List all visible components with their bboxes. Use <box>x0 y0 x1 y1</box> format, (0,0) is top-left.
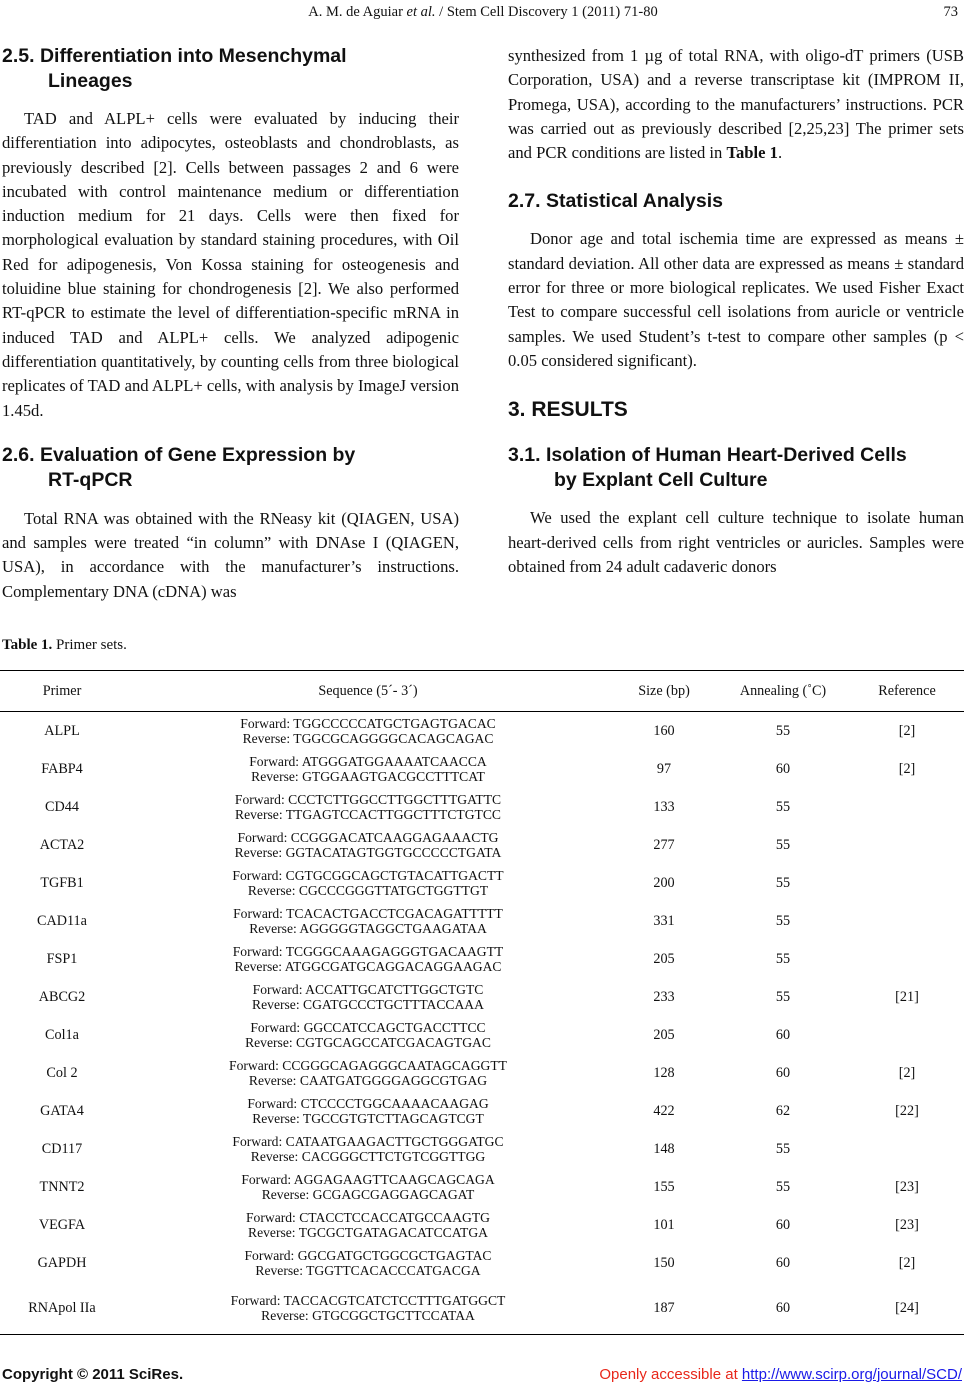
primer-cell: RNApol IIa <box>0 1282 124 1335</box>
page-footer <box>0 1364 966 1386</box>
section-2-6-continued <box>508 44 964 165</box>
forward-primer: Forward: CATAATGAAGACTTGCTGGGATGC <box>232 1133 504 1149</box>
forward-primer: Forward: AGGAGAAGTTCAAGCAGCAGA <box>241 1171 495 1187</box>
reference-cell: [24] <box>850 1282 964 1335</box>
primer-cell: CD117 <box>41 1141 83 1157</box>
annealing-cell: 60 <box>775 761 791 777</box>
citation-et-al: et al. <box>406 4 436 20</box>
sequence-cell <box>124 1206 612 1244</box>
annealing-cell: 55 <box>775 875 791 891</box>
sequence-cell <box>124 1282 612 1335</box>
table-row <box>0 1282 964 1335</box>
reference-cell: [2] <box>898 1255 916 1271</box>
header-reference: Reference <box>850 671 964 712</box>
reverse-primer: Reverse: TGCGCTGATAGACATCCATGA <box>248 1225 488 1240</box>
forward-primer: Forward: CTACCTCCACCATGCCAAGTG <box>246 1209 490 1225</box>
size-cell: 133 <box>653 799 675 815</box>
reverse-primer: Reverse: ATGGCGATGCAGGACAGGAAGAC <box>234 959 502 974</box>
forward-primer: Forward: CCCTCTTGGCCTTGGCTTTGATTC <box>234 791 502 807</box>
reference-cell: [21] <box>895 989 919 1005</box>
table-row <box>0 940 964 978</box>
forward-primer: Forward: GGCCATCCAGCTGACCTTCC <box>250 1019 486 1035</box>
header-size: Size (bp) <box>612 671 716 712</box>
sequence-cell <box>124 902 612 940</box>
reference-cell <box>850 1130 964 1168</box>
reverse-primer: Reverse: TGGCGCAGGGGCACAGCAGAC <box>242 731 494 746</box>
reverse-primer: Reverse: GTGGAAGTGACGCCTTTCAT <box>251 769 485 784</box>
table-row <box>0 1244 964 1282</box>
annealing-cell: 60 <box>775 1217 791 1233</box>
primer-cell: FABP4 <box>41 761 83 777</box>
reference-cell: [23] <box>895 1179 919 1195</box>
annealing-cell: 55 <box>775 799 791 815</box>
header-primer: Primer <box>0 671 124 712</box>
reference-cell <box>850 902 964 940</box>
primer-cell: GATA4 <box>40 1103 84 1119</box>
table-row <box>0 750 964 788</box>
primer-cell: GAPDH <box>37 1255 87 1271</box>
table-1-caption <box>2 637 127 654</box>
annealing-cell: 55 <box>775 723 791 739</box>
section-2-6-body: Total RNA was obtained with the RNeasy kit (QIAGEN, USA) and samples were treated “in column” with DNAse I (QIAGEN, USA), in accordance with the manufacturer’s instructions. Complementary DNA (cDNA) was <box>2 508 459 601</box>
forward-primer: Forward: CGTGCGGCAGCTGTACATTGACTT <box>232 867 504 883</box>
reverse-primer: Reverse: CGCCCGGGTTATGCTGGTTGT <box>247 883 489 898</box>
forward-primer: Forward: CCGGGCAGAGGGCAATAGCAGGTT <box>229 1057 507 1073</box>
header-sequence: Sequence (5´- 3´) <box>124 671 612 712</box>
sequence-cell <box>124 1092 612 1130</box>
annealing-cell: 55 <box>775 951 791 967</box>
size-cell: 150 <box>653 1255 675 1271</box>
reverse-primer: Reverse: TGCCGTGTCTTAGCAGTCGT <box>252 1111 484 1126</box>
section-2-7-title: 2.7. Statistical Analysis <box>508 190 723 213</box>
size-cell: 277 <box>653 837 675 853</box>
sequence-cell <box>124 1130 612 1168</box>
header-annealing: Annealing (˚C) <box>716 671 850 712</box>
left-column <box>2 44 459 604</box>
journal-url-link[interactable]: http://www.scirp.org/journal/SCD/ <box>741 1366 962 1383</box>
citation-journal: / Stem Cell Discovery 1 (2011) 71-80 <box>435 4 658 20</box>
citation-authors: A. M. de Aguiar <box>308 4 407 20</box>
annealing-cell: 55 <box>775 837 791 853</box>
reverse-primer: Reverse: CGTGCAGCCATCGACAGTGAC <box>245 1035 491 1050</box>
primer-cell: TNNT2 <box>39 1179 85 1195</box>
sequence-cell <box>124 1054 612 1092</box>
sequence-cell <box>124 712 612 751</box>
forward-primer: Forward: TCACACTGACCTCGACAGATTTTT <box>233 905 503 921</box>
table-row <box>0 864 964 902</box>
section-3-1-body: We used the explant cell culture technique to isolate human heart-derived cells from right ventricles or auricles. Samples were obtained from 24 adult cadaveric donors <box>508 508 964 576</box>
section-3-1-title-line1: 3.1. Isolation of Human Heart-Derived Cells <box>508 444 907 467</box>
table-row <box>0 1092 964 1130</box>
table-body <box>0 712 964 1335</box>
open-access-notice <box>599 1366 962 1383</box>
table-row <box>0 1130 964 1168</box>
size-cell: 97 <box>656 761 672 777</box>
section-2-7-body: Donor age and total ischemia time are expressed as means ± standard deviation. All other data are expressed as means ± standard error for three or more biological replicates. We used Fisher Exact Test to compare successful cell isolations from auricle or ventricle samples. We used Student’s t-test to compare other samples (p < 0.05 considered significant). <box>508 229 964 370</box>
section-2-5-title <box>2 44 459 94</box>
primer-table <box>0 670 964 1335</box>
primer-cell: ABCG2 <box>38 989 86 1005</box>
size-cell: 128 <box>653 1065 675 1081</box>
annealing-cell: 60 <box>716 1282 850 1335</box>
annealing-cell: 55 <box>775 913 791 929</box>
sequence-cell <box>124 826 612 864</box>
size-cell: 331 <box>653 913 675 929</box>
size-cell: 200 <box>653 875 675 891</box>
table-row <box>0 1206 964 1244</box>
annealing-cell: 55 <box>775 1141 791 1157</box>
primer-cell: CAD11a <box>37 913 87 929</box>
reverse-primer: Reverse: CACGGGCTTCTGTCGGTTGG <box>250 1149 486 1164</box>
table-row <box>0 712 964 751</box>
section-3-1-title <box>508 443 964 493</box>
reference-cell <box>850 864 964 902</box>
forward-primer: Forward: TCGGGCAAAGAGGGTGACAAGTT <box>232 943 504 959</box>
section-2-6-title-line2: RT-qPCR <box>48 468 133 491</box>
primer-cell: VEGFA <box>38 1217 86 1233</box>
section-2-5-body: TAD and ALPL+ cells were evaluated by inducing their differentiation into adipocytes, osteoblasts and chondroblasts, as previously described [2]. Cells between passages 2 and 6 were incubated with control maintenance medium or differentiation induction medium for 21 days. Cells were then fixed for morphological evaluation by standard staining procedures, with Oil Red for adipogenesis, Von Kossa staining for osteogenesis and toluidine blue staining for chondrogenesis [2]. We also performed RT-qPCR to estimate the level of differentiation-specific mRNA in induced TAD and ALPL+ cells. We analyzed adipogenic differentiation quantitatively, by counting cells from three biological replicates of TAD and ALPL+ cells, with analysis by ImageJ version 1.45d. <box>2 109 459 420</box>
size-cell: 155 <box>653 1179 675 1195</box>
reference-cell: [2] <box>898 761 916 777</box>
sequence-cell <box>124 788 612 826</box>
section-2-6-continued-end: . <box>777 143 783 163</box>
table-header-row <box>0 671 964 712</box>
section-3-title: 3. RESULTS <box>508 398 628 422</box>
sequence-cell <box>124 978 612 1016</box>
running-citation <box>0 4 966 21</box>
reference-cell <box>850 788 964 826</box>
size-cell: 187 <box>612 1282 716 1335</box>
table-row <box>0 1054 964 1092</box>
reverse-primer: Reverse: TGGTTCACACCCATGACGA <box>255 1263 481 1278</box>
size-cell: 160 <box>653 723 675 739</box>
size-cell: 422 <box>653 1103 675 1119</box>
reference-cell <box>850 1016 964 1054</box>
table-row <box>0 826 964 864</box>
size-cell: 233 <box>653 989 675 1005</box>
table-row <box>0 978 964 1016</box>
table-1-caption-text: Primer sets. <box>52 637 127 653</box>
primer-cell: TGFB1 <box>40 875 84 891</box>
size-cell: 205 <box>653 1027 675 1043</box>
reverse-primer: Reverse: CAATGATGGGGAGGCGTGAG <box>248 1073 488 1088</box>
sequence-cell <box>124 940 612 978</box>
reverse-primer: Reverse: AGGGGGTAGGCTGAAGATAA <box>249 921 487 936</box>
annealing-cell: 55 <box>775 989 791 1005</box>
sequence-cell <box>124 1016 612 1054</box>
reference-cell <box>850 940 964 978</box>
size-cell: 205 <box>653 951 675 967</box>
table-row <box>0 1016 964 1054</box>
table-1-reference-link[interactable]: Table 1 <box>726 143 778 163</box>
sequence-cell <box>124 1244 612 1282</box>
primer-cell: ACTA2 <box>39 837 85 853</box>
forward-primer: Forward: CTCCCCTGGCAAAACAAGAG <box>247 1095 489 1111</box>
copyright-notice: Copyright © 2011 SciRes. <box>2 1366 184 1383</box>
forward-primer: Forward: GGCGATGCTGGCGCTGAGTAC <box>244 1247 492 1263</box>
size-cell: 148 <box>653 1141 675 1157</box>
annealing-cell: 60 <box>775 1255 791 1271</box>
sequence-cell <box>124 1168 612 1206</box>
section-2-6-continued-text: synthesized from 1 µg of total RNA, with oligo-dT primers (USB Corporation, USA) and a reverse transcriptase kit (IMPROM II, Promega, USA), according to the manufacturers’ instructions. PCR was carried out as previously described [2,25,23] The primer sets and PCR conditions are listed in <box>508 46 964 163</box>
annealing-cell: 60 <box>775 1065 791 1081</box>
section-2-6-title <box>2 443 459 493</box>
annealing-cell: 55 <box>775 1179 791 1195</box>
primer-cell: CD44 <box>45 799 79 815</box>
primer-cell: Col1a <box>45 1027 79 1043</box>
primer-cell: Col 2 <box>46 1065 78 1081</box>
reverse-primer: Reverse: TTGAGTCCACTTGGCTTTCTGTCC <box>235 807 501 822</box>
reference-cell: [2] <box>898 723 916 739</box>
forward-primer: Forward: ATGGGATGGAAAATCAACCA <box>249 753 487 769</box>
primer-cell: FSP1 <box>46 951 78 967</box>
size-cell: 101 <box>653 1217 675 1233</box>
section-2-6-title-line1: 2.6. Evaluation of Gene Expression by <box>2 443 356 466</box>
reverse-primer: Reverse: GGTACATAGTGGTGCCCCCTGATA <box>234 845 502 860</box>
forward-primer: Forward: TGGCCCCCATGCTGAGTGACAC <box>240 715 496 731</box>
primer-cell: ALPL <box>44 723 80 739</box>
sequence-cell <box>124 864 612 902</box>
reference-cell: [23] <box>895 1217 919 1233</box>
open-access-text: Openly accessible at <box>599 1366 742 1383</box>
section-2-5-title-line1: 2.5. Differentiation into Mesenchymal <box>2 45 347 67</box>
section-2-5-title-line2: Lineages <box>48 70 133 92</box>
reverse-primer: Reverse: GTGCGGCTGCTTCCATAA <box>261 1308 475 1323</box>
annealing-cell: 60 <box>775 1027 791 1043</box>
reference-cell <box>850 826 964 864</box>
annealing-cell: 62 <box>775 1103 791 1119</box>
sequence-cell <box>124 750 612 788</box>
running-header <box>0 2 966 26</box>
right-column <box>508 44 964 579</box>
reference-cell: [2] <box>898 1065 916 1081</box>
page-number: 73 <box>943 4 958 20</box>
forward-primer: Forward: CCGGGACATCAAGGAGAAACTG <box>237 829 499 845</box>
table-1-caption-label: Table 1. <box>2 637 53 653</box>
table-row <box>0 788 964 826</box>
forward-primer: Forward: ACCATTGCATCTTGGCTGTC <box>252 981 484 997</box>
section-3-1-title-line2: by Explant Cell Culture <box>554 469 768 492</box>
reverse-primer: Reverse: GCGAGCGAGGAGCAGAT <box>261 1187 475 1202</box>
reference-cell: [22] <box>895 1103 919 1119</box>
table-row <box>0 902 964 940</box>
table-row <box>0 1168 964 1206</box>
reverse-primer: Reverse: CGATGCCCTGCTTTACCAAA <box>252 997 484 1012</box>
forward-primer: Forward: TACCACGTCATCTCCTTTGATGGCT <box>230 1292 506 1308</box>
